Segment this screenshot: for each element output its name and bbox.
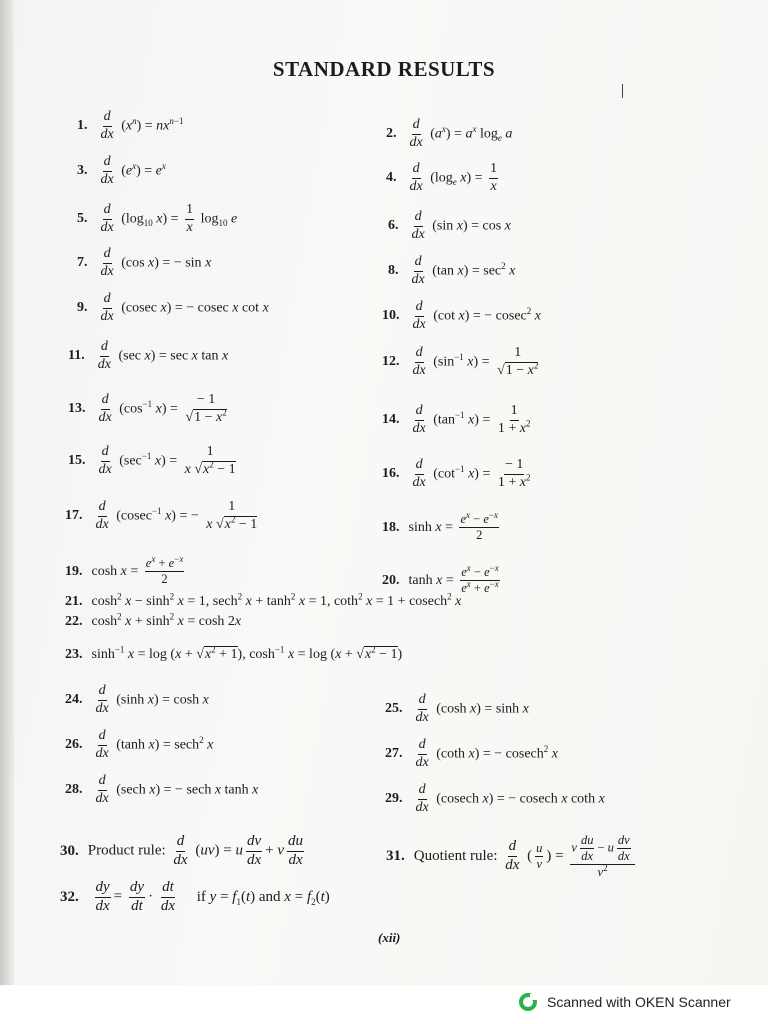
result-9: 9. $\frac{d}{dx}$ (cosec x) = − cosec x cot x bbox=[77, 291, 269, 324]
result-8: 8. $\frac{d}{dx}$ (tan $x) = \sec^2 x$ bbox=[388, 254, 516, 287]
page-number: (xii) bbox=[378, 930, 401, 945]
scanner-watermark bbox=[518, 992, 731, 1012]
result-19: 19. cosh x = $\frac{e^x + e^{-x}}{2}$ bbox=[65, 553, 184, 587]
oken-logo-icon bbox=[518, 992, 538, 1012]
scanner-watermark-text: Scanned with OKEN Scanner bbox=[547, 994, 731, 1010]
result-29: 29. $\frac{d}{dx}$ (cosech x) = − cosech x coth x bbox=[385, 782, 605, 815]
result-7: 7. $\frac{d}{dx}$ (cos x) = − sin x bbox=[77, 246, 212, 279]
result-12: 12. $\frac{d}{dx}$ ($\sin^{-1}$ x) = $\frac{1}{√1 - x^2}$ bbox=[382, 345, 539, 378]
result-23: 23. $\sinh^{-1} x = \log (x + √x^2 + 1)$, $\cosh^{-1} x = \log (x + √x^2 - 1)$ bbox=[65, 644, 403, 662]
result-30-product-rule: 30. Product rule: $\frac{d}{dx}$ (uv) = u $\frac{dv}{dx}$ + v $\frac{du}{dx}$ bbox=[60, 833, 304, 868]
result-15: 15. $\frac{d}{dx}$ ($\sec^{-1}$ x) = $\frac{1}{x √x^2 - 1}$ bbox=[68, 444, 236, 477]
result-25: 25. $\frac{d}{dx}$ (cosh x) = sinh x bbox=[385, 692, 529, 725]
result-21: 21. $\cosh^2 x - \sinh^2 x = 1$, sech$^2$ $x + \tanh^2 x = 1$, coth$^2$ x = 1 + cosech$^2$ x bbox=[65, 591, 462, 609]
page-edge-shadow bbox=[0, 0, 14, 985]
result-11: 11. $\frac{d}{dx}$ (sec x) = sec x tan x bbox=[68, 339, 229, 372]
result-4: 4. $\frac{d}{dx}$ ($\log_e$ x) = $\frac{1}{x}$ bbox=[386, 161, 498, 194]
result-26: 26. $\frac{d}{dx}$ (tanh x) = sech$^2$ x bbox=[65, 728, 214, 761]
result-17: 17. $\frac{d}{dx}$ (cosec$^{-1}$ x) = − $\frac{1}{x √x^2 - 1}$ bbox=[65, 499, 258, 532]
result-10: 10. $\frac{d}{dx}$ (cot x) = − cosec$^2$ x bbox=[382, 299, 541, 332]
result-27: 27. $\frac{d}{dx}$ (coth x) = − cosech$^2$ x bbox=[385, 737, 558, 770]
result-16: 16. $\frac{d}{dx}$ ($\cot^{-1}$ x) = $\frac{- 1}{1 + x^2}$ bbox=[382, 457, 531, 490]
result-13: 13. $\frac{d}{dx}$ ($\cos^{-1}$ x) = $\frac{- 1}{√1 - x^2}$ bbox=[68, 392, 227, 425]
result-22: 22. $\cosh^2 x + \sinh^2 x = \cosh 2x$ bbox=[65, 611, 242, 629]
result-28: 28. $\frac{d}{dx}$ (sech x) = − sech x tanh x bbox=[65, 773, 259, 806]
stray-mark bbox=[622, 84, 623, 98]
result-2: 2. $\frac{d}{dx}$ $(a^x) = a^x$ $\log_e a$ bbox=[386, 117, 513, 150]
result-14: 14. $\frac{d}{dx}$ ($\tan^{-1}$ x) = $\frac{1}{1 + x^2}$ bbox=[382, 403, 531, 436]
result-5: 5. $\frac{d}{dx}$ ($\log_{10}$ x) = $\frac{1}{x}$ $\log_{10} e$ bbox=[77, 202, 238, 235]
result-3: 3. $\frac{d}{dx}$ $(e^x) = e^x$ bbox=[77, 154, 166, 187]
result-20: 20. tanh x = $\frac{e^x - e^{-x}}{e^x + e^{-x}}$ bbox=[382, 562, 499, 596]
result-1: 1. $\frac{d}{dx}$ $(x^n) = nx^{n-1}$ bbox=[77, 109, 184, 142]
result-24: 24. $\frac{d}{dx}$ (sinh x) = cosh x bbox=[65, 683, 209, 716]
result-31-quotient-rule: 31. Quotient rule: $\frac{d}{dx}$ ( $\frac{u}{v}$ ) = v $\frac{du}{dx}$ − u $\frac{dv}{dx}$ $v^2$ bbox=[386, 834, 638, 879]
result-32-chain-rule: 32. $\frac{dy}{dx}$ = $\frac{dy}{dt}$ · $\frac{dt}{dx}$ if $y = f_1(t)$ and $x = f_2(t)$ bbox=[60, 879, 330, 914]
result-6: 6. $\frac{d}{dx}$ (sin x) = cos x bbox=[388, 209, 511, 242]
result-18: 18. sinh x = $\frac{e^x - e^{-x}}{2}$ bbox=[382, 509, 498, 543]
page-title: STANDARD RESULTS bbox=[272, 57, 496, 81]
